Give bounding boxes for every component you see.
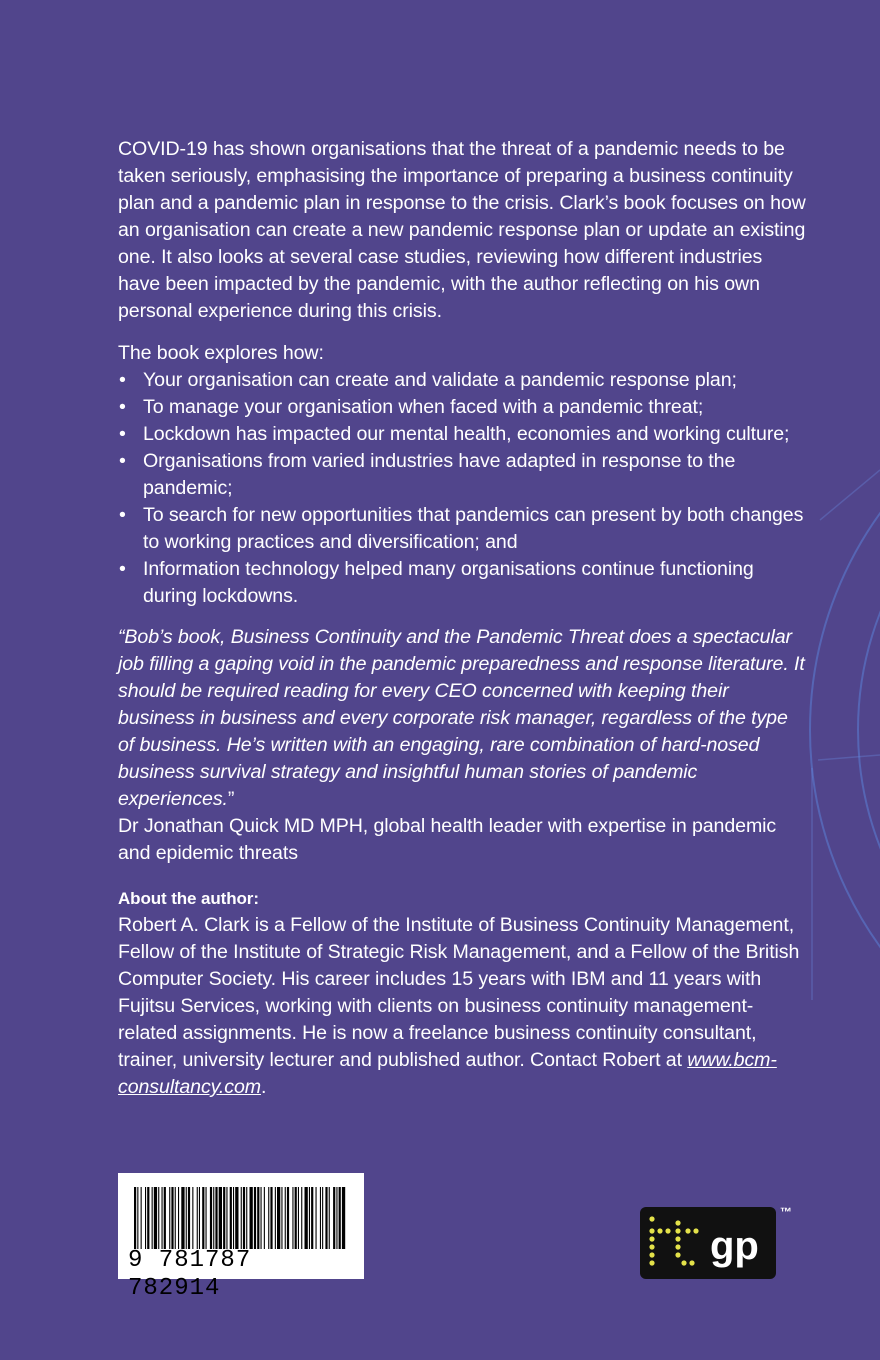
logo-dot <box>675 1244 680 1249</box>
barcode-bar <box>292 1187 293 1249</box>
about-heading: About the author: <box>118 889 259 908</box>
barcode-bar <box>213 1187 214 1249</box>
barcode-bar <box>301 1187 302 1249</box>
barcode-bars <box>134 1187 346 1249</box>
barcode-bar <box>254 1187 256 1249</box>
barcode-bar <box>298 1187 299 1249</box>
barcode-bar <box>164 1187 166 1249</box>
bullet-icon: • <box>119 450 126 472</box>
bullet-icon: • <box>119 504 126 526</box>
barcode-bar <box>145 1187 146 1249</box>
itgp-logo-mark <box>640 1207 776 1279</box>
barcode-bar <box>158 1187 159 1249</box>
barcode-bar <box>339 1187 341 1249</box>
barcode-bar <box>210 1187 212 1249</box>
logo-dot <box>649 1228 654 1233</box>
list-item: • Your organisation can create and validate a pandemic response plan; <box>118 367 808 394</box>
bullet-icon: • <box>119 369 126 391</box>
logo-dot <box>649 1260 654 1265</box>
list-item: • To search for new opportunities that pandemics can present by both changes to working practices and diversification; and <box>119 504 804 553</box>
barcode-bar <box>192 1187 193 1249</box>
barcode-bar <box>250 1187 253 1249</box>
barcode-bar <box>199 1187 200 1249</box>
barcode-bar <box>342 1187 345 1249</box>
barcode-bar <box>309 1187 310 1249</box>
isbn-barcode <box>118 1173 364 1302</box>
barcode-bar <box>241 1187 242 1249</box>
barcode-bar <box>175 1187 176 1249</box>
endorsement-attribution: Dr Jonathan Quick MD MPH, global health leader with expertise in pandemic and epidemic threats <box>118 815 777 864</box>
logo-dot <box>681 1260 686 1265</box>
list-item: • Information technology helped many organisations continue functioning during lockdowns. <box>119 558 754 607</box>
barcode-bar <box>181 1187 184 1249</box>
barcode-bar <box>329 1187 330 1249</box>
barcode-bar <box>171 1187 173 1249</box>
barcode-bar <box>270 1187 272 1249</box>
barcode-bar <box>202 1187 204 1249</box>
barcode-bar <box>281 1187 282 1249</box>
barcode-bar <box>285 1187 286 1249</box>
logo-dot <box>649 1216 654 1221</box>
bullet-icon: • <box>119 558 126 580</box>
barcode-bar <box>243 1187 245 1249</box>
itgp-wordmark-text: gp <box>710 1224 759 1268</box>
logo-dot <box>649 1236 654 1241</box>
barcode-bar <box>246 1187 247 1249</box>
barcode-bar <box>226 1187 227 1249</box>
barcode-bar <box>275 1187 276 1249</box>
barcode-bar <box>188 1187 190 1249</box>
explores-list <box>118 367 808 610</box>
barcode-bar <box>134 1187 136 1249</box>
logo-dot <box>649 1244 654 1249</box>
barcode-bar <box>287 1187 289 1249</box>
barcode-bar <box>336 1187 337 1249</box>
barcode-bar <box>223 1187 225 1249</box>
barcode-bar <box>230 1187 232 1249</box>
barcode-bar <box>162 1187 163 1249</box>
itgp-logo <box>640 1207 776 1279</box>
barcode-bar <box>235 1187 238 1249</box>
author-website-link[interactable]: www.bcm-consultancy.com <box>118 1049 777 1098</box>
barcode-bar <box>277 1187 280 1249</box>
barcode-bar <box>333 1187 335 1249</box>
barcode-bar <box>295 1187 297 1249</box>
back-cover-text <box>118 136 808 1101</box>
isbn-number: 9 781787 782914 <box>128 1247 252 1302</box>
list-item: • Organisations from varied industries have adapted in response to the pandemic; <box>119 450 736 499</box>
barcode-bar <box>311 1187 313 1249</box>
barcode-bar <box>219 1187 222 1249</box>
barcode-bar <box>169 1187 170 1249</box>
about-body: Robert A. Clark is a Fellow of the Institute of Business Continuity Management, Fellow of the Institute of Strategic Risk Management, and a Fellow of the British Computer Society. His career includes 15 years with IBM and 11 years with Fujitsu Services, working with clients on business continuity management-related assignments. He is now a freelance business continuity consultant, trainer, university lecturer and published author. Contact Robert at www.bcm-consultancy.com. <box>118 914 800 1098</box>
logo-dot <box>665 1228 670 1233</box>
bullet-icon: • <box>119 423 126 445</box>
barcode-bar <box>264 1187 265 1249</box>
bullet-icon: • <box>119 396 126 418</box>
intro-paragraph: COVID-19 has shown organisations that the threat of a pandemic needs to be taken seriously, emphasising the importance of preparing a business continuity plan and a pandemic plan in response to the crisis. Clark’s book focuses on how an organisation can create a new pandemic response plan or update an existing one. It also looks at several case studies, reviewing how different industries have been impacted by the pandemic, with the author reflecting on his own personal experience during this crisis. <box>118 138 806 322</box>
barcode-bar <box>325 1187 327 1249</box>
list-item: • Lockdown has impacted our mental health, economies and working culture; <box>118 421 808 448</box>
logo-dot <box>675 1236 680 1241</box>
logo-dot <box>693 1228 698 1233</box>
barcode-bar <box>178 1187 179 1249</box>
endorsement <box>118 624 808 867</box>
logo-dot <box>675 1228 680 1233</box>
barcode-bar <box>305 1187 308 1249</box>
explores-lead: The book explores how: <box>118 342 324 364</box>
list-item: • To manage your organisation when faced with a pandemic threat; <box>118 394 808 421</box>
logo-dot <box>675 1252 680 1257</box>
logo-dot <box>675 1220 680 1225</box>
barcode-bar <box>141 1187 142 1249</box>
barcode-bar <box>215 1187 217 1249</box>
barcode-bar <box>197 1187 198 1249</box>
barcode-bar <box>268 1187 269 1249</box>
logo-dot <box>649 1252 654 1257</box>
barcode-bar <box>233 1187 234 1249</box>
barcode-bar <box>320 1187 321 1249</box>
barcode-bar <box>322 1187 323 1249</box>
barcode-bar <box>206 1187 207 1249</box>
logo-dot <box>657 1228 662 1233</box>
barcode-bar <box>257 1187 259 1249</box>
logo-dot <box>685 1228 690 1233</box>
endorsement-quote: “Bob’s book, Business Continuity and the Pandemic Threat does a spectacular job filling a gaping void in the pandemic preparedness and response literature. It should be required reading for every CEO concerned with keeping their business in business and every corporate risk manager, regardless of the type of business. He’s written with an engaging, rare combination of hard-nosed business survival strategy and insightful human stories of pandemic experiences.” <box>118 626 805 810</box>
logo-dot <box>689 1260 694 1265</box>
barcode-bar <box>261 1187 262 1249</box>
barcode-bar <box>154 1187 157 1249</box>
barcode-bar <box>137 1187 138 1249</box>
barcode-bar <box>316 1187 317 1249</box>
barcode-bar <box>186 1187 187 1249</box>
barcode-bar <box>147 1187 149 1249</box>
trademark-symbol: ™ <box>780 1205 792 1219</box>
barcode-bar <box>152 1187 153 1249</box>
